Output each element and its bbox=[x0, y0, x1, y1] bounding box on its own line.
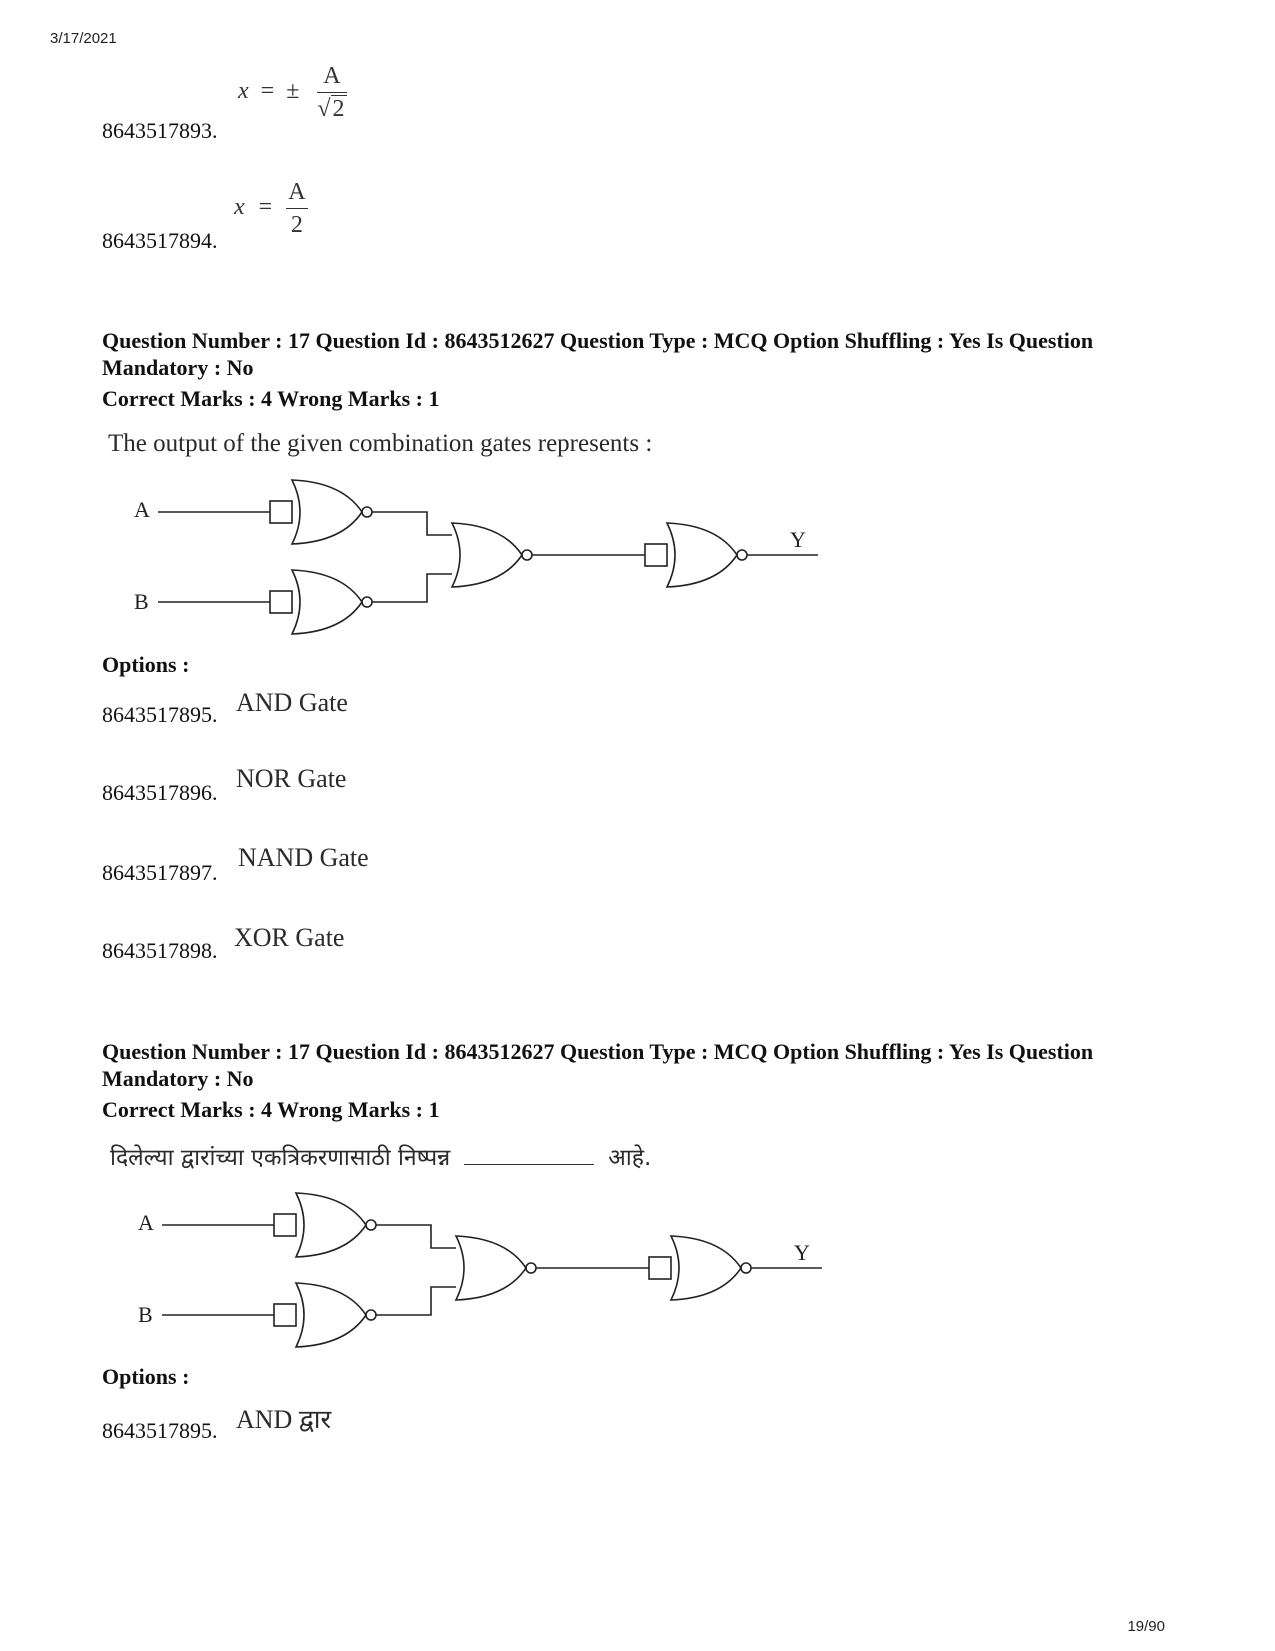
fraction-numerator: A bbox=[286, 178, 307, 209]
question-marks: Correct Marks : 4 Wrong Marks : 1 bbox=[102, 1097, 440, 1122]
fraction-numerator: A bbox=[317, 62, 346, 93]
nor-gate-3 bbox=[452, 523, 522, 587]
option-id: 8643517896. bbox=[102, 780, 218, 805]
question-stem: The output of the given combination gates represents : bbox=[108, 430, 653, 457]
question-marks: Correct Marks : 4 Wrong Marks : 1 bbox=[102, 386, 440, 411]
input-b-label: B bbox=[134, 589, 149, 614]
gate-input-box bbox=[270, 591, 292, 613]
gate-input-box bbox=[649, 1257, 671, 1279]
gate-input-box bbox=[274, 1214, 296, 1236]
gate-input-box bbox=[645, 544, 667, 566]
option-text[interactable]: NOR Gate bbox=[236, 764, 347, 793]
input-a-label: A bbox=[138, 1210, 154, 1235]
nor-gate-2 bbox=[296, 1283, 366, 1347]
inverter-bubble bbox=[362, 507, 372, 517]
nor-gate-4 bbox=[671, 1236, 741, 1300]
stem-text-after: आहे. bbox=[608, 1145, 652, 1171]
question-stem bbox=[110, 1140, 651, 1172]
sqrt-icon: √2 bbox=[317, 96, 345, 122]
formula-equals: = bbox=[258, 194, 273, 221]
wire-to-gate-3 bbox=[376, 1287, 456, 1315]
stem-text-before: दिलेल्या द्वारांच्या एकत्रिकरणासाठी निष्पन्न bbox=[110, 1145, 451, 1171]
logic-circuit-diagram bbox=[134, 1183, 874, 1363]
page-date: 3/17/2021 bbox=[50, 30, 117, 47]
nor-gate-3 bbox=[456, 1236, 526, 1300]
inverter-bubble bbox=[362, 597, 372, 607]
formula-option-2 bbox=[234, 178, 308, 239]
question-header: Question Number : 17 Question Id : 8643512627 Question Type : MCQ Option Shuffling : Yes Is Question Mandatory : No bbox=[102, 1039, 1094, 1091]
output-y-label: Y bbox=[794, 1240, 810, 1265]
inverter-bubble bbox=[366, 1310, 376, 1320]
input-a-label: A bbox=[134, 497, 150, 522]
page-number: 19/90 bbox=[1127, 1618, 1165, 1635]
inverter-bubble bbox=[522, 550, 532, 560]
nor-gate-1 bbox=[292, 480, 362, 544]
inverter-bubble bbox=[741, 1263, 751, 1273]
option-id: 8643517894. bbox=[102, 228, 218, 253]
logic-circuit-diagram bbox=[130, 470, 870, 650]
formula-fraction bbox=[286, 178, 307, 239]
input-b-label: B bbox=[138, 1302, 153, 1327]
formula-equals: = bbox=[260, 78, 275, 105]
options-label: Options : bbox=[102, 1364, 190, 1389]
options-label: Options : bbox=[102, 652, 190, 677]
option-id: 8643517893. bbox=[102, 118, 218, 143]
fraction-denominator: 2 bbox=[290, 212, 303, 238]
inverter-bubble bbox=[366, 1220, 376, 1230]
option-id: 8643517895. bbox=[102, 1418, 218, 1443]
option-id: 8643517895. bbox=[102, 702, 218, 727]
option-id: 8643517897. bbox=[102, 860, 218, 885]
option-text[interactable]: NAND Gate bbox=[238, 843, 369, 872]
option-id: 8643517898. bbox=[102, 938, 218, 963]
wire-to-gate-3 bbox=[372, 512, 452, 535]
gate-input-box bbox=[270, 501, 292, 523]
formula-lhs: x bbox=[234, 194, 245, 221]
option-text[interactable]: XOR Gate bbox=[234, 923, 345, 952]
answer-blank bbox=[464, 1164, 594, 1165]
option-text[interactable]: AND द्वार bbox=[236, 1405, 332, 1434]
formula-option-1 bbox=[238, 62, 347, 123]
option-text[interactable]: AND Gate bbox=[236, 688, 348, 717]
formula-fraction bbox=[317, 62, 346, 123]
question-header: Question Number : 17 Question Id : 8643512627 Question Type : MCQ Option Shuffling : Yes Is Question Mandatory : No bbox=[102, 328, 1094, 380]
fraction-denominator bbox=[317, 93, 346, 123]
inverter-bubble bbox=[737, 550, 747, 560]
wire-to-gate-3 bbox=[372, 574, 452, 602]
nor-gate-1 bbox=[296, 1193, 366, 1257]
nor-gate-2 bbox=[292, 570, 362, 634]
output-y-label: Y bbox=[790, 527, 806, 552]
wire-to-gate-3 bbox=[376, 1225, 456, 1248]
formula-lhs: x bbox=[238, 78, 249, 105]
nor-gate-4 bbox=[667, 523, 737, 587]
gate-input-box bbox=[274, 1304, 296, 1326]
formula-plus-minus: ± bbox=[286, 78, 300, 105]
inverter-bubble bbox=[526, 1263, 536, 1273]
